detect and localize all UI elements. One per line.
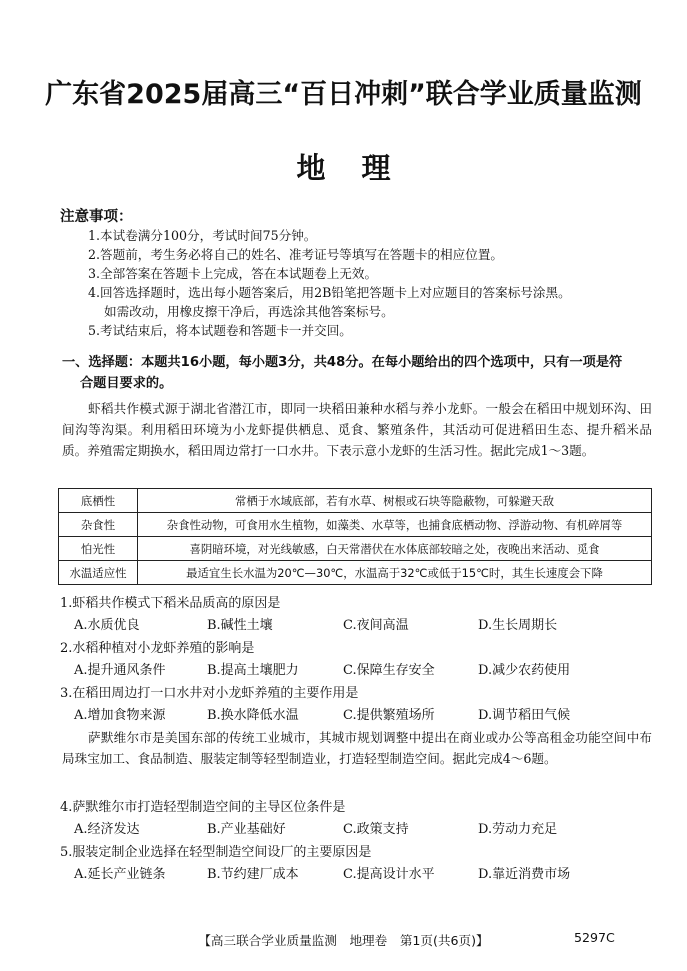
question-option: C.保障生存安全 bbox=[343, 663, 435, 678]
table-key: 怕光性 bbox=[59, 537, 138, 561]
exam-code: 5297C bbox=[574, 930, 615, 945]
question-option: B.碱性土壤 bbox=[207, 618, 273, 633]
table-key: 杂食性 bbox=[59, 513, 138, 537]
question-stem: 3.在稻田周边打一口水井对小龙虾养殖的主要作用是 bbox=[60, 686, 359, 701]
question-option: A.经济发达 bbox=[74, 822, 140, 837]
question-option: C.提高设计水平 bbox=[343, 867, 435, 882]
question-option: D.调节稻田气候 bbox=[478, 708, 571, 723]
section-heading bbox=[62, 352, 652, 394]
notice-item: 3.全部答案在答题卡上完成，答在本试题卷上无效。 bbox=[88, 266, 378, 281]
question-option: D.靠近消费市场 bbox=[478, 867, 571, 882]
question-option: B.产业基础好 bbox=[207, 822, 286, 837]
table-value: 杂食性动物，可食用水生植物，如藻类、水草等，也捕食底栖动物、浮游动物、有机碎屑等 bbox=[138, 513, 652, 537]
question-option: C.提供繁殖场所 bbox=[343, 708, 435, 723]
table-row bbox=[59, 513, 652, 537]
table-row bbox=[59, 489, 652, 513]
notice-item: 1.本试卷满分100分，考试时间75分钟。 bbox=[88, 228, 317, 243]
notice-item: 如需改动，用橡皮擦干净后，再选涂其他答案标号。 bbox=[104, 304, 394, 319]
question-option: B.换水降低水温 bbox=[207, 708, 299, 723]
section-heading-line2: 合题目要求的。 bbox=[80, 376, 173, 391]
question-option: C.政策支持 bbox=[343, 822, 409, 837]
passage-somerville: 萨默维尔市是美国东部的传统工业城市，其城市规划调整中提出在商业或办公等高租金功能空间中布局珠宝加工、食品制造、服装定制等轻型制造业，打造轻型制造空间。据此完成4～6题。 bbox=[62, 730, 652, 766]
passage-shrimp-rice: 虾稻共作模式源于湖北省潜江市，即同一块稻田兼种水稻与养小龙虾。一般会在稻田中规划环沟、田间沟等沟渠。利用稻田环境为小龙虾提供栖息、觅食、繁殖条件，其活动可促进稻田生态、提升稻米品质。养殖需定期换水，稻田周边常打一口水井。下表示意小龙虾的生活习性。据此完成1～3题。 bbox=[62, 401, 652, 458]
question-option: D.减少农药使用 bbox=[478, 663, 571, 678]
page-footer: 【高三联合学业质量监测 地理卷 第1页(共6页)】 bbox=[198, 933, 489, 948]
notice-item: 2.答题前，考生务必将自己的姓名、准考证号等填写在答题卡的相应位置。 bbox=[88, 247, 504, 262]
subject-title: 地理 bbox=[296, 151, 427, 185]
exam-title: 广东省2025届高三“百日冲刺”联合学业质量监测 bbox=[45, 79, 642, 110]
section-heading-line1: 一、选择题：本题共16小题，每小题3分，共48分。在每小题给出的四个选项中，只有一项是符 bbox=[62, 355, 623, 370]
table-value: 喜阴暗环境，对光线敏感，白天常潜伏在水体底部较暗之处，夜晚出来活动、觅食 bbox=[138, 537, 652, 561]
question-stem: 5.服装定制企业选择在轻型制造空间设厂的主要原因是 bbox=[60, 845, 372, 860]
habit-table bbox=[58, 488, 652, 585]
notice-item: 5.考试结束后，将本试题卷和答题卡一并交回。 bbox=[88, 323, 352, 338]
question-option: B.节约建厂成本 bbox=[207, 867, 299, 882]
table-key: 底栖性 bbox=[59, 489, 138, 513]
table-value: 最适宜生长水温为20℃—30℃，水温高于32℃或低于15℃时，其生长速度会下降 bbox=[138, 561, 652, 585]
question-option: A.增加食物来源 bbox=[74, 708, 166, 723]
question-stem: 2.水稻种植对小龙虾养殖的影响是 bbox=[60, 641, 255, 656]
question-option: D.生长周期长 bbox=[478, 618, 558, 633]
question-stem: 1.虾稻共作模式下稻米品质高的原因是 bbox=[60, 596, 281, 611]
question-option: D.劳动力充足 bbox=[478, 822, 558, 837]
question-option: A.水质优良 bbox=[74, 618, 140, 633]
table-value: 常栖于水域底部，若有水草、树根或石块等隐蔽物，可躲避天敌 bbox=[138, 489, 652, 513]
question-option: A.提升通风条件 bbox=[74, 663, 166, 678]
table-key: 水温适应性 bbox=[59, 561, 138, 585]
table-row bbox=[59, 561, 652, 585]
notice-item: 4.回答选择题时，选出每小题答案后，用2B铅笔把答题卡上对应题目的答案标号涂黑。 bbox=[88, 285, 571, 300]
question-option: C.夜间高温 bbox=[343, 618, 409, 633]
question-stem: 4.萨默维尔市打造轻型制造空间的主导区位条件是 bbox=[60, 800, 346, 815]
question-option: B.提高土壤肥力 bbox=[207, 663, 299, 678]
question-option: A.延长产业链条 bbox=[74, 867, 166, 882]
table-row bbox=[59, 537, 652, 561]
notice-heading: 注意事项： bbox=[60, 209, 133, 225]
